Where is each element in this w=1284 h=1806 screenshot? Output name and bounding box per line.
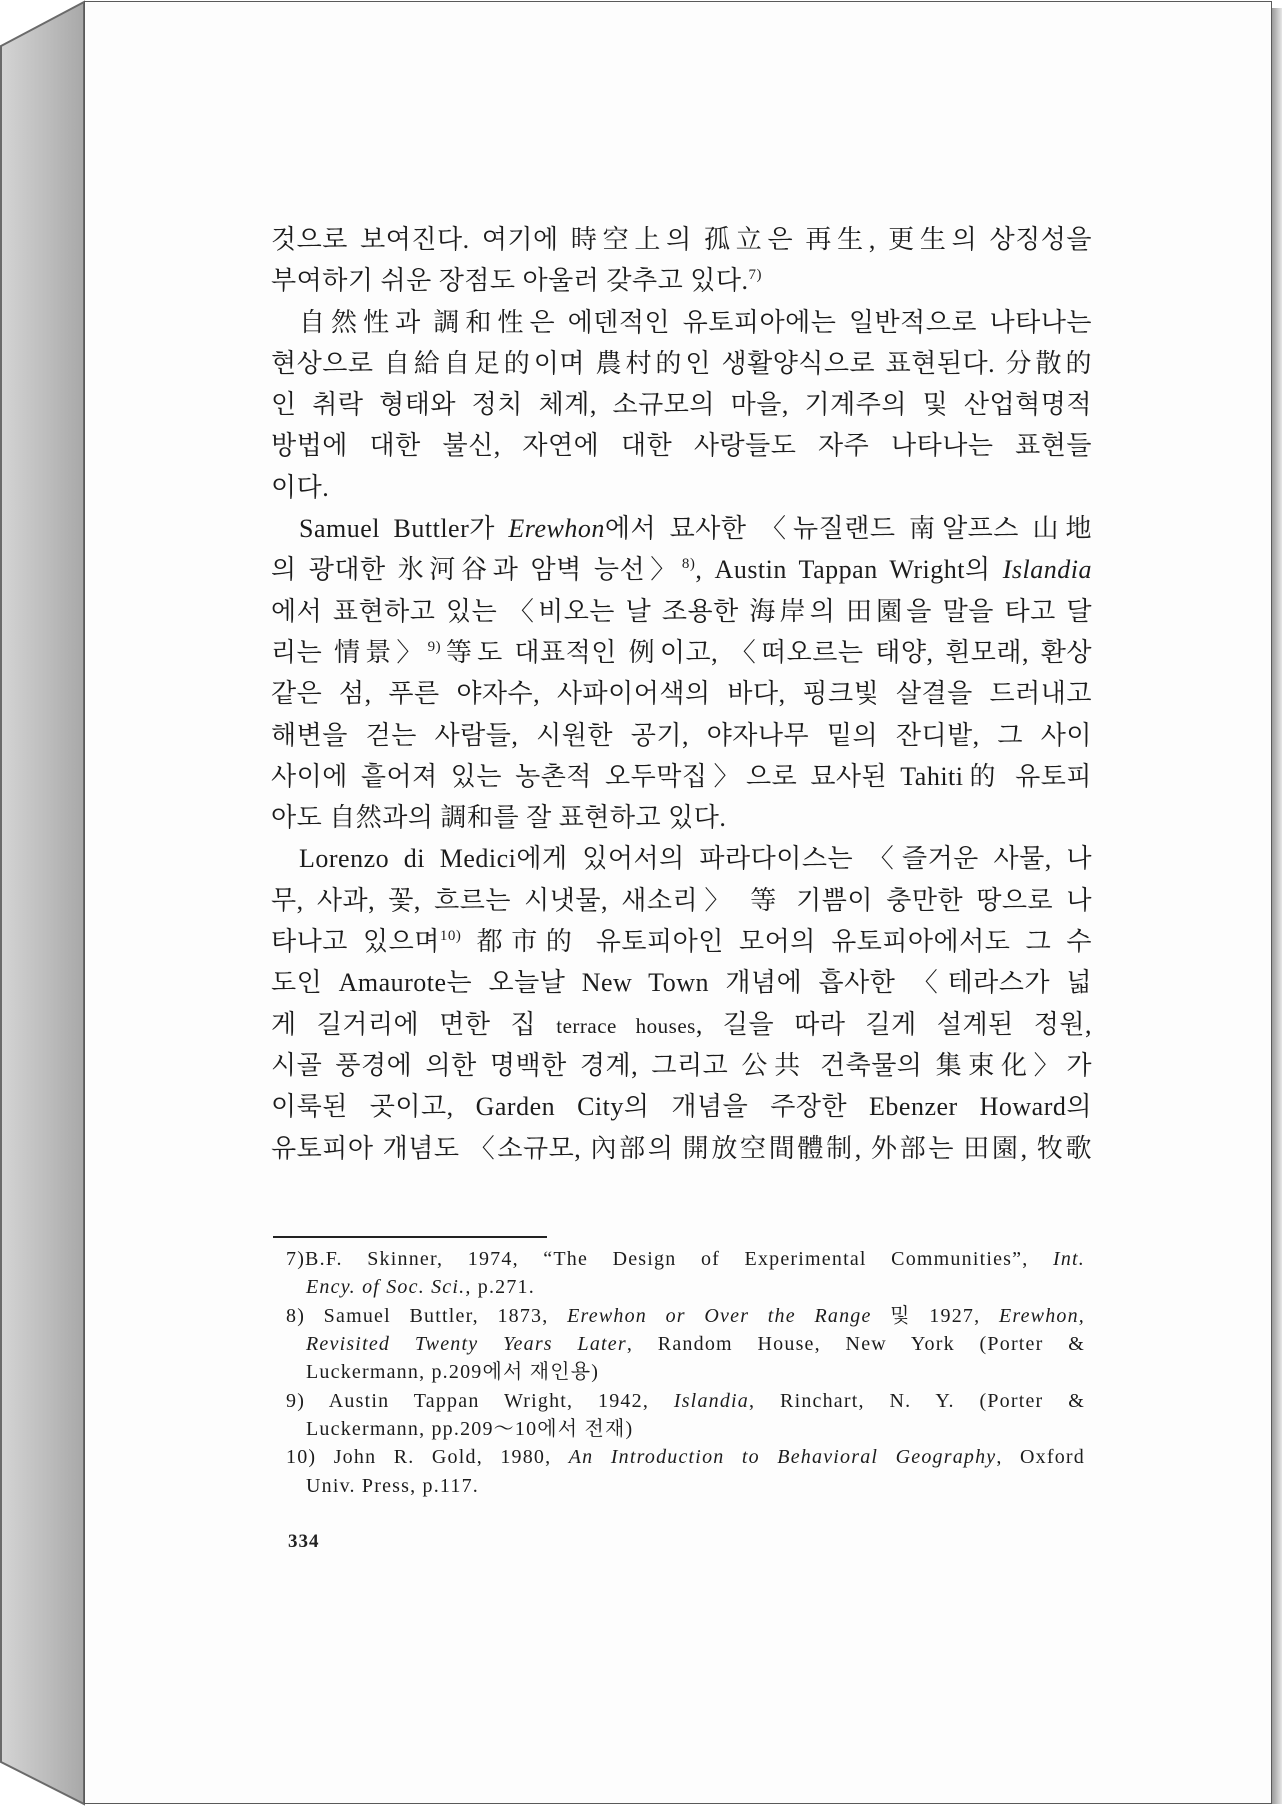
body-text: 것으로 보여진다. 여기에 時空上의 孤立은 再生, 更生의 상징성을 bbox=[271, 225, 1092, 254]
body-line bbox=[271, 302, 1092, 343]
book-spine bbox=[0, 0, 86, 1806]
body-line bbox=[271, 549, 1092, 590]
footnote-text: Luckermann, p.209에서 재인용) bbox=[306, 1361, 600, 1384]
body-text: 도인 Amaurote는 오늘날 New Town 개념에 흡사한 〈테라스가 넓 bbox=[271, 968, 1092, 998]
body-line bbox=[271, 673, 1092, 714]
body-text: 방법에 대한 불신, 자연에 대한 사랑들도 자주 나타나는 표현들 bbox=[271, 431, 1092, 461]
footnote-text: p.271. bbox=[471, 1276, 535, 1299]
body-line bbox=[271, 425, 1092, 466]
body-text: 유토피아 개념도 〈소규모, 內部의 開放空間體制, 外部는 田園, 牧歌 bbox=[271, 1133, 1092, 1163]
body-text: 사이에 흩어져 있는 농촌적 오두막집〉으로 묘사된 Tahiti的 유토피 bbox=[271, 761, 1092, 791]
body-line bbox=[271, 962, 1092, 1003]
footnote-line bbox=[286, 1302, 1085, 1330]
body-line bbox=[271, 921, 1092, 962]
footnote-text: 및 1927, bbox=[871, 1304, 999, 1327]
footnote-text: , Rinchart, N. Y. (Porter & bbox=[749, 1389, 1085, 1412]
body-text: , 길을 따라 길게 설계된 정원, bbox=[695, 1009, 1092, 1039]
body-line bbox=[271, 1128, 1092, 1169]
body-line bbox=[271, 343, 1092, 384]
body-text: 부여하기 쉬운 장점도 아울러 갖추고 있다. bbox=[271, 266, 749, 296]
body-text: 인 취락 형태와 정치 체계, 소규모의 마을, 기계주의 및 산업혁명적 bbox=[271, 390, 1092, 420]
body-text: 都市的 유토피아인 모어의 유토피아에서도 그 수 bbox=[461, 927, 1092, 957]
body-line bbox=[271, 384, 1092, 425]
body-text: 이다. bbox=[271, 472, 330, 502]
footnote-ref: 9) bbox=[427, 638, 442, 655]
footnote-italic: Revisited Twenty Years Later bbox=[306, 1333, 627, 1356]
footnote-line bbox=[286, 1358, 1085, 1386]
body-line bbox=[271, 1004, 1092, 1045]
footnotes-block bbox=[286, 1245, 1085, 1500]
body-line bbox=[271, 467, 1092, 508]
body-text: 현상으로 自給自足的이며 農村的인 생활양식으로 표현된다. 分散的 bbox=[271, 348, 1092, 378]
footnote-ref: 7) bbox=[748, 267, 762, 284]
footnote-text: , Random House, New York (Porter & bbox=[626, 1333, 1085, 1356]
footnote-line bbox=[286, 1330, 1085, 1358]
body-text: 의 광대한 氷河谷과 암벽 능선〉 bbox=[271, 555, 682, 585]
body-line bbox=[271, 1045, 1092, 1086]
footnote-text: Luckermann, pp.209〜10에서 전재) bbox=[306, 1418, 634, 1441]
footnote-text: 10) John R. Gold, 1980, bbox=[286, 1446, 569, 1469]
footnote-line bbox=[286, 1273, 1085, 1301]
italic-title: Islandia bbox=[1002, 555, 1092, 585]
body-line bbox=[271, 715, 1092, 756]
body-text-small: terrace houses bbox=[556, 1013, 696, 1038]
body-text: 自然性과 調和性은 에덴적인 유토피아에는 일반적으로 나타나는 bbox=[299, 307, 1092, 337]
body-text: Lorenzo di Medici에게 있어서의 파라다이스는 〈즐거운 사물, 나 bbox=[299, 844, 1092, 874]
body-line bbox=[271, 1086, 1092, 1127]
page-number: 334 bbox=[288, 1531, 320, 1552]
body-text: 리는 情景〉 bbox=[271, 637, 428, 667]
footnote-line bbox=[286, 1443, 1085, 1471]
body-line bbox=[271, 797, 1092, 838]
body-text: 에서 묘사한 〈뉴질랜드 南알프스 山地 bbox=[604, 514, 1092, 544]
italic-title: Erewhon bbox=[508, 514, 605, 544]
body-line bbox=[271, 591, 1092, 632]
footnote-italic: An Introduction to Behavioral Geography bbox=[568, 1446, 997, 1469]
footnote-italic: Erewhon, bbox=[998, 1304, 1085, 1327]
footnote-italic: Islandia bbox=[673, 1389, 750, 1412]
body-text: 等도 대표적인 例이고, 〈떠오르는 태양, 흰모래, 환상 bbox=[441, 637, 1092, 667]
footnote-text: 7)B.F. Skinner, 1974, “The Design of Experimental Communities”, bbox=[286, 1248, 1053, 1270]
footnote-ref: 8) bbox=[681, 556, 696, 573]
footnote-italic: Int. bbox=[1052, 1248, 1085, 1270]
footnote-line bbox=[286, 1387, 1085, 1415]
body-line bbox=[271, 880, 1092, 921]
body-text: 에서 표현하고 있는 〈비오는 날 조용한 海岸의 田園을 말을 타고 달 bbox=[271, 596, 1092, 626]
body-line bbox=[271, 838, 1092, 879]
footnote-text: 8) Samuel Buttler, 1873, bbox=[286, 1304, 568, 1327]
footnote-text: Univ. Press, p.117. bbox=[306, 1474, 479, 1497]
footnote-text: , Oxford bbox=[996, 1446, 1085, 1469]
body-text: , Austin Tappan Wright의 bbox=[695, 555, 1003, 585]
footnote-italic: Ency. of Soc. Sci., bbox=[306, 1276, 472, 1299]
body-line bbox=[271, 508, 1092, 549]
body-text: 타나고 있으며 bbox=[271, 927, 440, 957]
body-text: 무, 사과, 꽃, 흐르는 시냇물, 새소리〉 等 기쁨이 충만한 땅으로 나 bbox=[271, 885, 1092, 915]
body-line bbox=[271, 756, 1092, 797]
body-text: 해변을 걷는 사람들, 시원한 공기, 야자나무 밑의 잔디밭, 그 사이 bbox=[271, 720, 1092, 750]
body-text: 시골 풍경에 의한 명백한 경계, 그리고 公共 건축물의 集束化〉가 bbox=[271, 1050, 1092, 1080]
footnote-line bbox=[286, 1245, 1085, 1273]
page-shadow bbox=[1272, 8, 1282, 1804]
footnote-line bbox=[286, 1415, 1085, 1443]
body-line bbox=[271, 219, 1092, 260]
body-line bbox=[271, 632, 1092, 673]
footnote-divider bbox=[273, 1236, 547, 1238]
body-text-block bbox=[271, 219, 1092, 1169]
body-text: 게 길거리에 면한 집 bbox=[271, 1009, 557, 1039]
body-line bbox=[271, 260, 1092, 301]
body-text: 아도 自然과의 調和를 잘 표현하고 있다. bbox=[271, 803, 727, 833]
body-text: 이룩된 곳이고, Garden City의 개념을 주장한 Ebenzer Howard의 bbox=[271, 1092, 1092, 1122]
footnote-text: 9) Austin Tappan Wright, 1942, bbox=[286, 1389, 674, 1412]
footnote-italic: Erewhon or Over the Range bbox=[567, 1304, 872, 1327]
footnote-line bbox=[286, 1472, 1085, 1500]
body-text: Samuel Buttler가 bbox=[299, 514, 509, 544]
body-text: 같은 섬, 푸른 야자수, 사파이어색의 바다, 핑크빛 살결을 드러내고 bbox=[271, 679, 1092, 709]
footnote-ref: 10) bbox=[439, 928, 462, 945]
